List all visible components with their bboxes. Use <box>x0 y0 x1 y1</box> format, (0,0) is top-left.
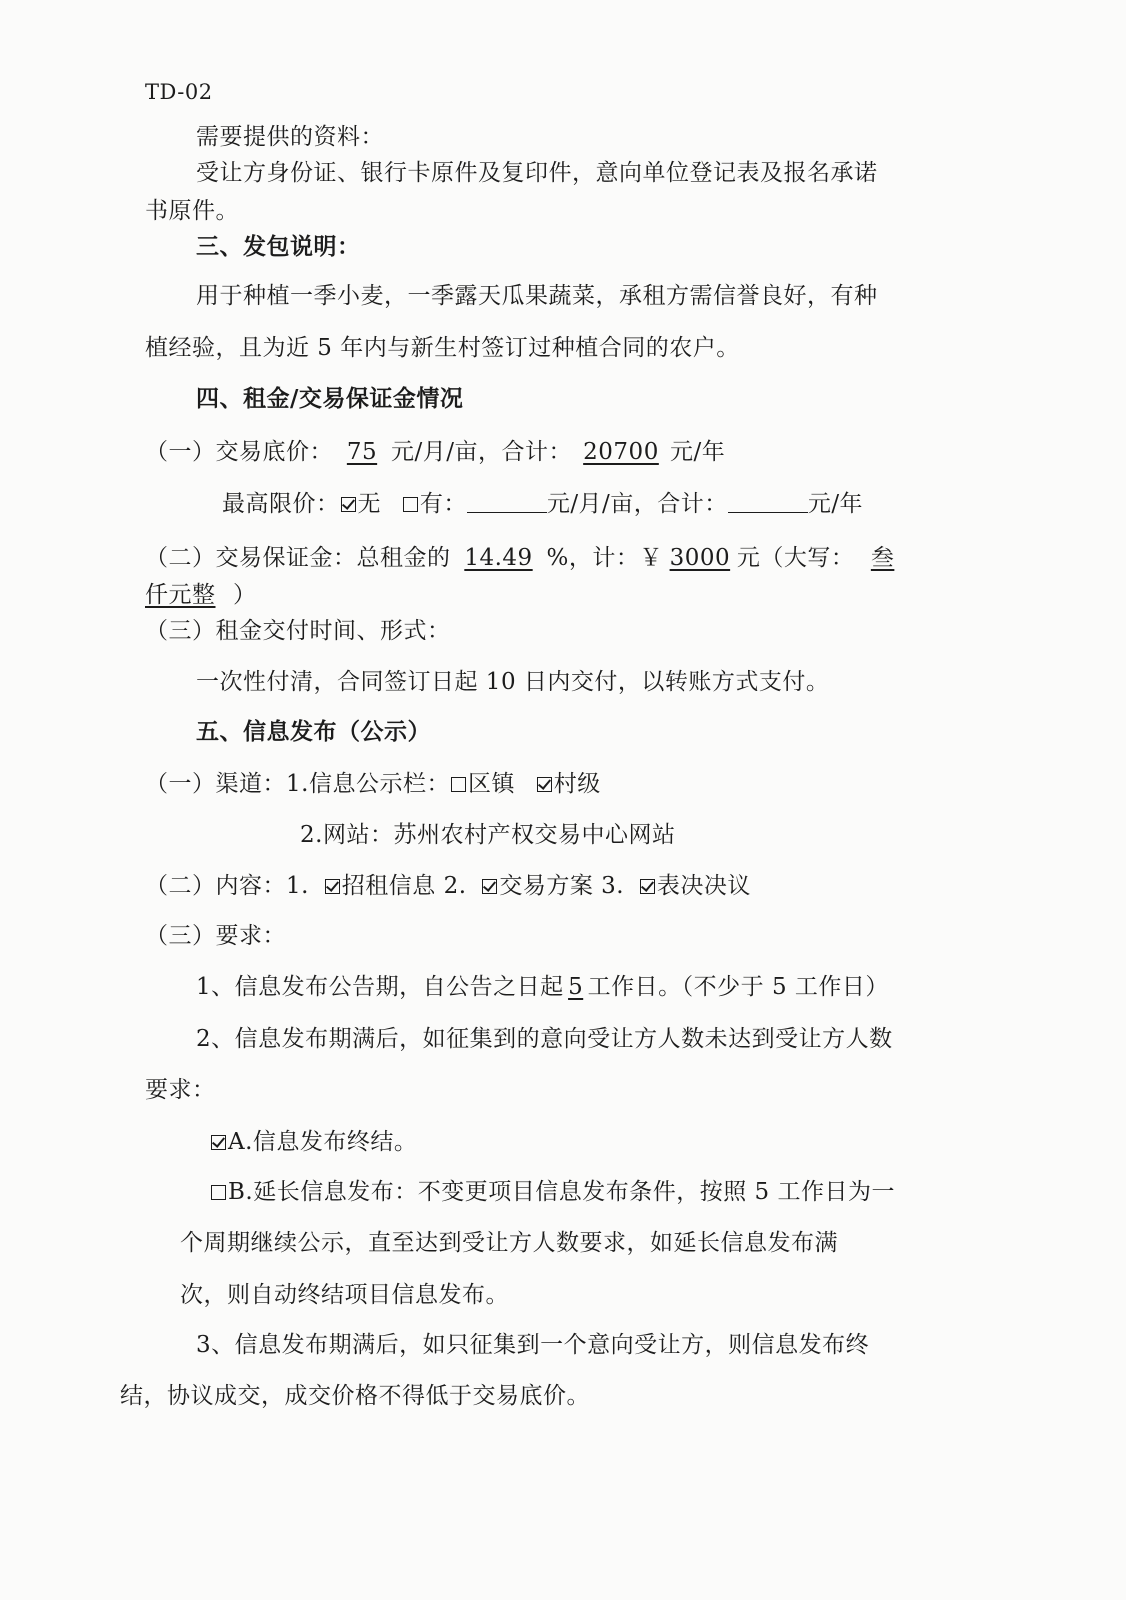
max-price-line <box>222 489 863 519</box>
deposit-label: （二）交易保证金：总租金的 <box>145 545 451 571</box>
requirement-3-line-1: 3、信息发布期满后，如只征集到一个意向受让方，则信息发布终 <box>196 1332 870 1358</box>
deposit-line-2 <box>145 580 257 610</box>
max-price-value-blank <box>467 490 547 513</box>
base-price-value: 75 <box>346 439 378 465</box>
section-3-title: 三、发包说明： <box>196 233 361 260</box>
deposit-words-part-1: 叁 <box>870 545 895 571</box>
max-price-total-unit: 元/年 <box>807 491 864 517</box>
deposit-mid: %，计：￥ <box>546 545 663 571</box>
channel-website: 2.网站：苏州农村产权交易中心网站 <box>300 822 676 848</box>
payment-label: （三）租金交付时间、形式： <box>145 618 451 644</box>
option-b-text-1: B.延长信息发布：不变更项目信息发布条件，按照 5 工作日为一 <box>228 1179 895 1205</box>
channel-village-checkbox-icon[interactable] <box>537 777 552 792</box>
max-price-yes-checkbox-icon[interactable] <box>403 497 418 512</box>
base-price-line <box>145 437 725 467</box>
deposit-line <box>145 543 894 573</box>
channel-line <box>145 769 601 799</box>
option-a-text: A.信息发布终结。 <box>228 1129 418 1155</box>
section-3-text-line-2: 植经验，且为近 5 年内与新生村签订过种植合同的农户。 <box>145 335 740 361</box>
max-price-label: 最高限价： <box>222 491 340 517</box>
section-3-text-line-1: 用于种植一季小麦，一季露天瓜果蔬菜，承租方需信誉良好，有种 <box>196 283 878 309</box>
base-price-unit: 元/月/亩，合计： <box>391 439 572 465</box>
max-price-none-checkbox-icon[interactable] <box>341 497 356 512</box>
max-price-unit: 元/月/亩，合计： <box>546 491 728 517</box>
requirement-1-days: 5 <box>568 974 584 1000</box>
payment-text: 一次性付清，合同签订日起 10 日内交付，以转账方式支付。 <box>196 669 830 695</box>
requirements-label: （三）要求： <box>145 923 286 949</box>
requirement-1-text-a: 1、信息发布公告期，自公告之日起 <box>196 974 564 1000</box>
document-code: TD-02 <box>145 80 213 104</box>
content-line <box>145 871 751 901</box>
deposit-percent: 14.49 <box>464 545 533 571</box>
content-item3-label: 表决决议 <box>656 873 751 899</box>
requirement-1-text-b: 工作日。（不少于 5 工作日） <box>587 974 889 1000</box>
content-item2-checkbox-icon[interactable] <box>482 879 497 894</box>
content-item2-label: 交易方案 3. <box>499 873 625 899</box>
content-item1-label: 招租信息 2. <box>341 873 467 899</box>
option-b-line-2: 个周期继续公示，直至达到受让方人数要求，如延长信息发布满 <box>180 1230 838 1256</box>
requirement-1 <box>196 972 889 1002</box>
max-price-total-blank <box>728 490 808 513</box>
option-b-checkbox-icon[interactable] <box>211 1185 226 1200</box>
materials-text-line-2: 书原件。 <box>145 198 239 224</box>
content-label: （二）内容：1. <box>145 873 309 899</box>
channel-town-checkbox-icon[interactable] <box>451 777 466 792</box>
channel-label: （一）渠道：1.信息公示栏： <box>145 771 450 797</box>
option-b-line-3: 次，则自动终结项目信息发布。 <box>180 1282 509 1308</box>
deposit-close: ） <box>233 582 257 608</box>
deposit-amount: 3000 <box>669 545 731 571</box>
requirement-2-line-2: 要求： <box>145 1077 216 1103</box>
materials-text-line-1: 受让方身份证、银行卡原件及复印件，意向单位登记表及报名承诺 <box>196 160 878 186</box>
channel-village-label: 村级 <box>553 771 601 797</box>
deposit-mid2: 元（大写： <box>736 545 855 571</box>
base-price-label: （一）交易底价： <box>145 439 333 465</box>
max-price-none-label: 无 <box>357 491 381 517</box>
section-4-title: 四、租金/交易保证金情况 <box>196 385 464 412</box>
option-a <box>210 1127 417 1157</box>
requirement-2-line-1: 2、信息发布期满后，如征集到的意向受让方人数未达到受让方人数 <box>196 1026 893 1052</box>
content-item1-checkbox-icon[interactable] <box>325 879 340 894</box>
content-item3-checkbox-icon[interactable] <box>640 879 655 894</box>
base-price-total: 20700 <box>583 439 659 465</box>
channel-town-label: 区镇 <box>467 771 515 797</box>
option-b-line-1 <box>210 1177 895 1207</box>
materials-heading: 需要提供的资料： <box>196 124 384 150</box>
deposit-words-part-2: 仟元整 <box>145 582 216 608</box>
section-5-title: 五、信息发布（公示） <box>196 718 431 745</box>
max-price-yes-label: 有： <box>419 491 467 517</box>
option-a-checkbox-icon[interactable] <box>211 1135 226 1150</box>
base-price-total-unit: 元/年 <box>670 439 726 465</box>
requirement-3-line-2: 结，协议成交，成交价格不得低于交易底价。 <box>120 1383 590 1409</box>
